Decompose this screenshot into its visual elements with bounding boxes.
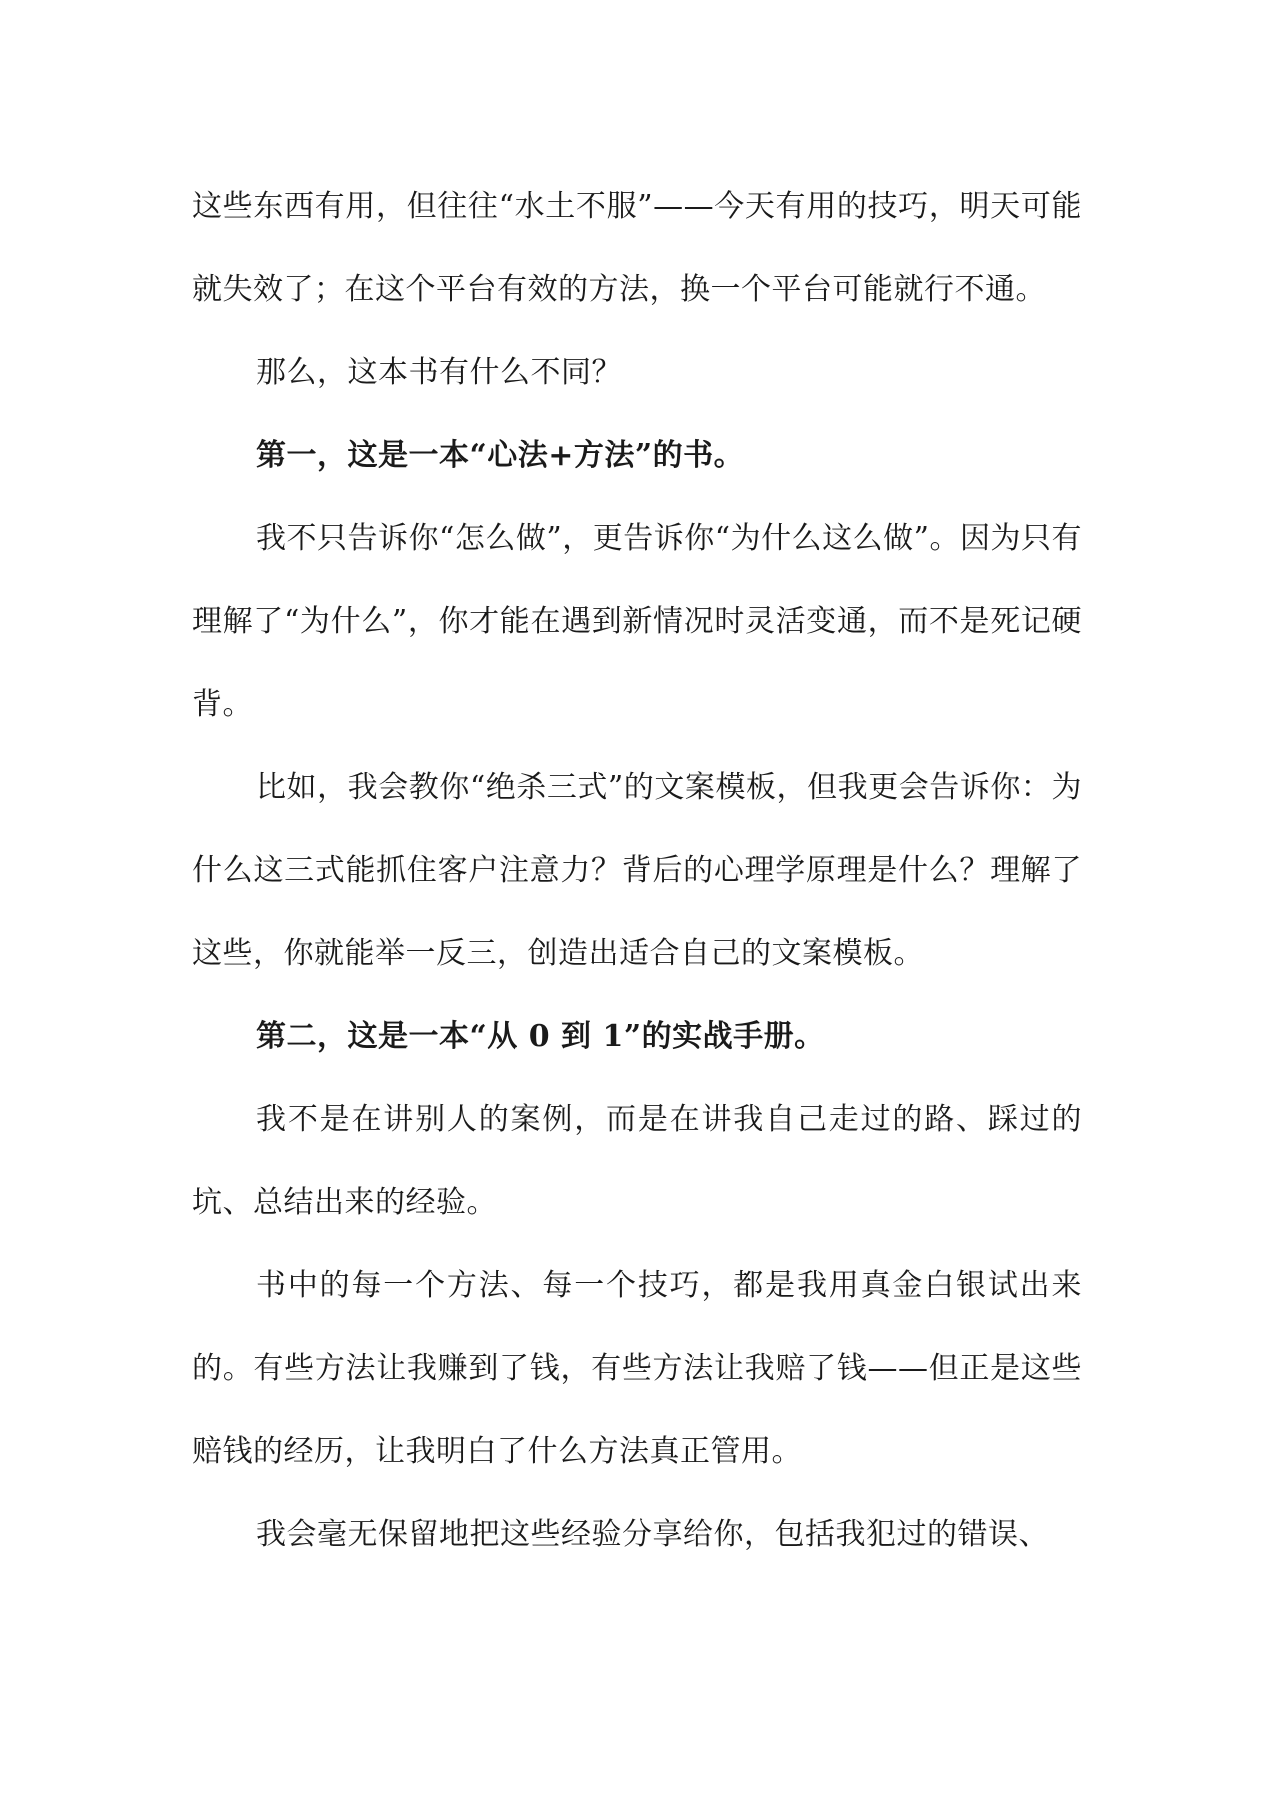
paragraph-5: 比如，我会教你“绝杀三式”的文案模板，但我更会告诉你：为什么这三式能抓住客户注意力？背后的心理学原理是什么？理解了这些，你就能举一反三，创造出适合自己的文案模板。 [192, 770, 1082, 971]
body-text [192, 165, 1082, 1576]
paragraph-2: 那么，这本书有什么不同？ [256, 355, 622, 390]
heading-point-two: 第二，这是一本“从 0 到 1”的实战手册。 [256, 1019, 825, 1054]
paragraph-1: 这些东西有用，但往往“水土不服”——今天有用的技巧，明天可能就失效了；在这个平台有效的方法，换一个平台可能就行不通。 [192, 189, 1082, 307]
paragraph-9: 我会毫无保留地把这些经验分享给你，包括我犯过的错误、 [256, 1517, 1049, 1552]
heading-point-one: 第一，这是一本“心法+方法”的书。 [256, 438, 745, 473]
paragraph-7: 我不是在讲别人的案例，而是在讲我自己走过的路、踩过的坑、总结出来的经验。 [192, 1102, 1082, 1220]
paragraph-4: 我不只告诉你“怎么做”，更告诉你“为什么这么做”。因为只有理解了“为什么”，你才能在遇到新情况时灵活变通，而不是死记硬背。 [192, 521, 1082, 722]
paragraph-8: 书中的每一个方法、每一个技巧，都是我用真金白银试出来的。有些方法让我赚到了钱，有些方法让我赔了钱——但正是这些赔钱的经历，让我明白了什么方法真正管用。 [192, 1268, 1082, 1469]
